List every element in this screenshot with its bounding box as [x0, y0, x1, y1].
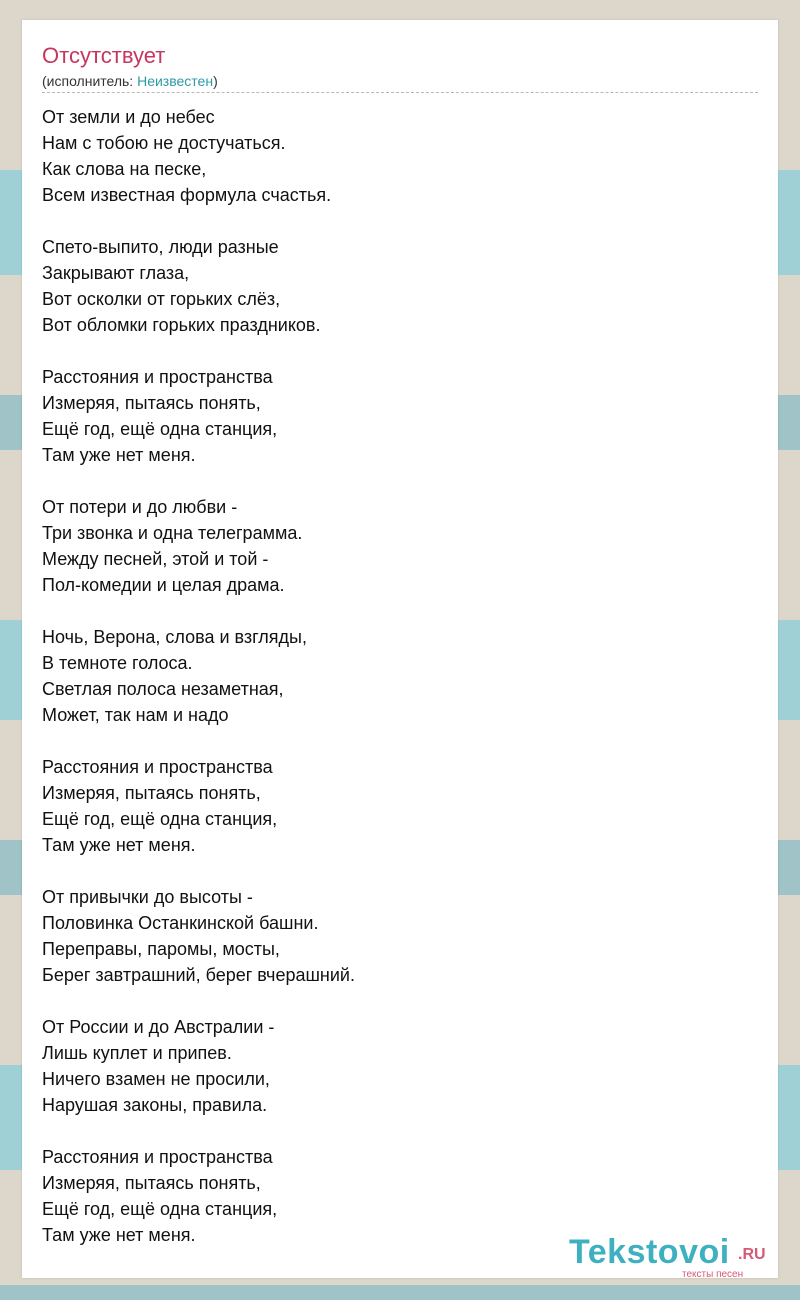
lyric-line: Спето-выпито, люди разные — [42, 237, 279, 257]
lyric-line: Нарушая законы, правила. — [42, 1095, 268, 1115]
lyric-line: Измеряя, пытаясь понять, — [42, 783, 261, 803]
stanza — [42, 494, 742, 598]
lyric-line: Расстояния и пространства — [42, 757, 273, 777]
lyric-line: Лишь куплет и припев. — [42, 1043, 232, 1063]
stanza — [42, 104, 742, 208]
lyric-line: В темноте голоса. — [42, 653, 193, 673]
lyric-line: Пол-комедии и целая драма. — [42, 575, 285, 595]
stanza — [42, 624, 742, 728]
lyrics-card — [22, 20, 778, 1278]
title-divider — [42, 92, 758, 93]
lyric-line: Закрывают глаза, — [42, 263, 190, 283]
lyrics-text — [42, 104, 742, 1274]
lyric-line: От привычки до высоты - — [42, 887, 253, 907]
stanza — [42, 234, 742, 338]
lyric-line: От России и до Австралии - — [42, 1017, 275, 1037]
lyric-line: Ночь, Верона, слова и взгляды, — [42, 627, 307, 647]
lyric-line: Может, так нам и надо — [42, 705, 229, 725]
performer-line — [42, 72, 218, 90]
logo-wordmark: Tekstovoi — [569, 1233, 730, 1271]
lyric-line: Берег завтрашний, берег вчерашний. — [42, 965, 355, 985]
lyric-line: Там уже нет меня. — [42, 1225, 196, 1245]
lyric-line: Между песней, этой и той - — [42, 549, 269, 569]
lyric-line: Вот обломки горьких праздников. — [42, 315, 321, 335]
lyric-line: Ничего взамен не просили, — [42, 1069, 270, 1089]
lyric-line: Ещё год, ещё одна станция, — [42, 419, 278, 439]
lyric-line: От потери и до любви - — [42, 497, 238, 517]
logo-tagline: тексты песен — [682, 1269, 744, 1280]
lyric-line: Всем известная формула счастья. — [42, 185, 332, 205]
lyric-line: Ещё год, ещё одна станция, — [42, 809, 278, 829]
site-logo[interactable] — [569, 1232, 779, 1282]
logo-domain: .RU — [738, 1246, 766, 1263]
stanza — [42, 754, 742, 858]
stanza — [42, 1014, 742, 1118]
lyric-line: Светлая полоса незаметная, — [42, 679, 284, 699]
lyric-line: Половинка Останкинской башни. — [42, 913, 319, 933]
lyric-line: Там уже нет меня. — [42, 835, 196, 855]
lyric-line: Расстояния и пространства — [42, 1147, 273, 1167]
lyric-line: Измеряя, пытаясь понять, — [42, 1173, 261, 1193]
lyric-line: От земли и до небес — [42, 107, 215, 127]
lyric-line: Измеряя, пытаясь понять, — [42, 393, 261, 413]
performer-suffix: ) — [213, 73, 218, 89]
lyric-line: Как слова на песке, — [42, 159, 207, 179]
lyric-line: Вот осколки от горьких слёз, — [42, 289, 281, 309]
lyric-line: Там уже нет меня. — [42, 445, 196, 465]
lyric-line: Расстояния и пространства — [42, 367, 273, 387]
stanza — [42, 364, 742, 468]
lyric-line: Переправы, паромы, мосты, — [42, 939, 280, 959]
lyric-line: Три звонка и одна телеграмма. — [42, 523, 303, 543]
performer-link[interactable]: Неизвестен — [137, 73, 214, 89]
lyric-line: Ещё год, ещё одна станция, — [42, 1199, 278, 1219]
lyric-line: Нам с тобою не достучаться. — [42, 133, 286, 153]
song-title: Отсутствует — [42, 43, 166, 68]
stanza — [42, 884, 742, 988]
performer-prefix: (исполнитель: — [42, 73, 138, 89]
